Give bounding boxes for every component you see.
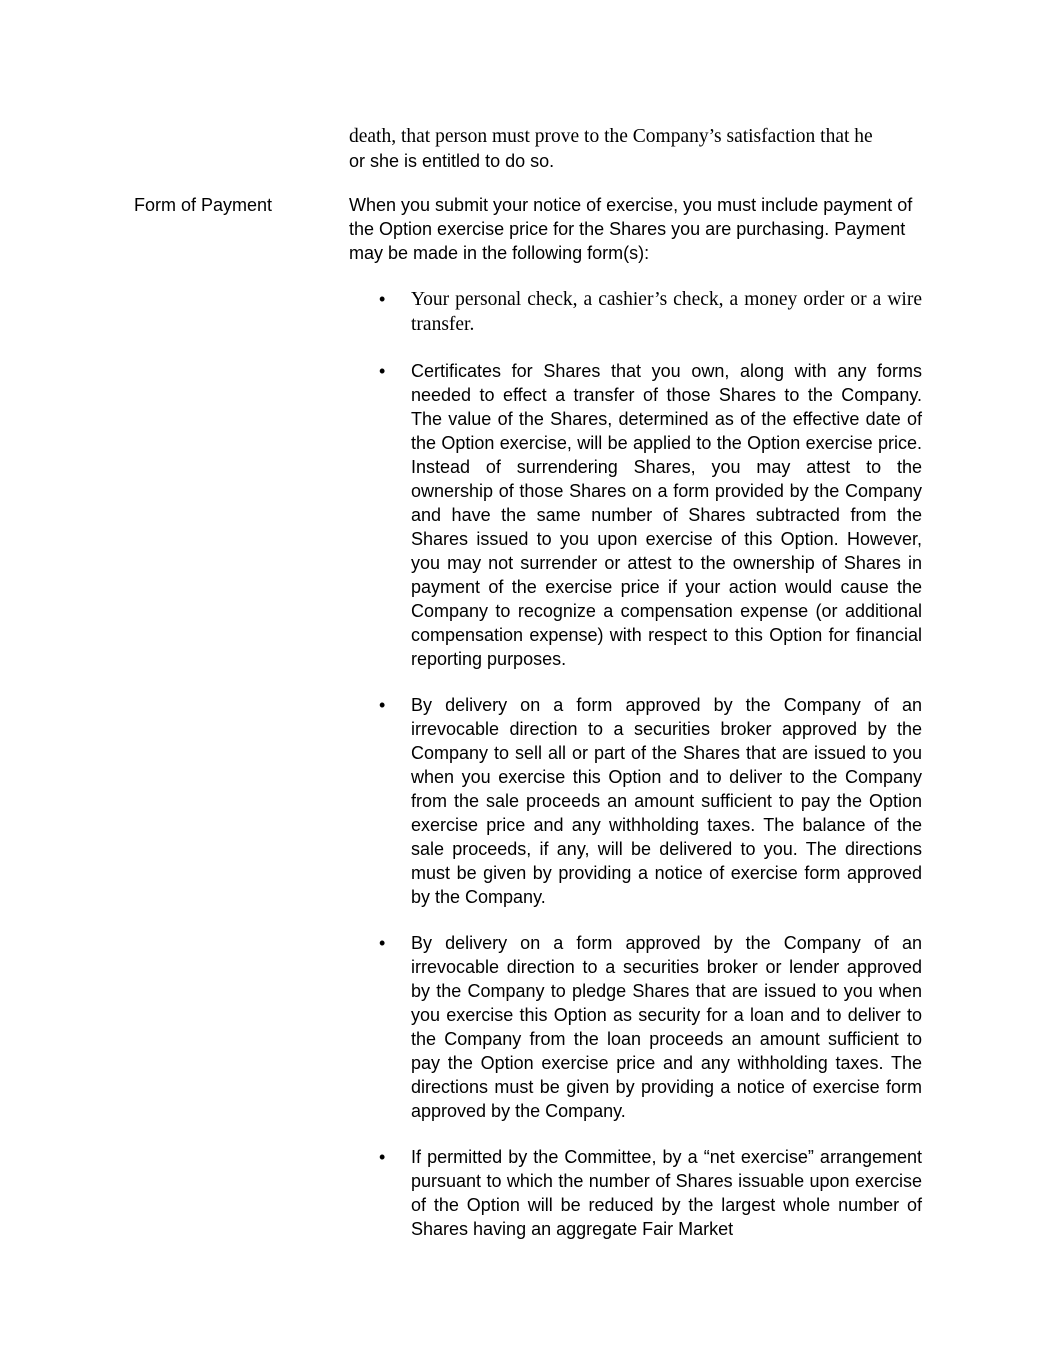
bullet-icon: •	[379, 289, 386, 309]
bullet-icon: •	[379, 695, 386, 715]
list-item	[349, 287, 922, 337]
list-item-text: By delivery on a form approved by the Company of an irrevocable direction to a securities broker approved by the Company to sell all or part of the Shares that are issued to you when you exercise this Option and to deliver to the Company from the sale proceeds an amount sufficient to pay the Option exercise price and any withholding taxes. The balance of the sale proceeds, if any, will be delivered to you. The directions must be given by providing a notice of exercise form approved by the Company.	[411, 695, 922, 907]
list-item	[349, 931, 922, 1123]
continuation-line-2: or she is entitled to do so.	[349, 151, 555, 171]
continuation-line-1: death, that person must prove to the Company’s satisfaction that he	[349, 126, 873, 147]
list-item	[349, 359, 922, 671]
continuation-paragraph	[349, 125, 924, 173]
list-item-text: If permitted by the Committee, by a “net exercise” arrangement pursuant to which the number of Shares issuable upon exercise of the Option will be reduced by the largest whole number of Shares having an aggregate Fair Market	[411, 1147, 922, 1239]
section-intro: When you submit your notice of exercise, you must include payment of the Option exercise price for the Shares you are purchasing. Payment may be made in the following form(s):	[349, 195, 913, 263]
list-item	[349, 693, 922, 909]
section-label: Form of Payment	[134, 195, 273, 215]
payment-options-list	[349, 287, 922, 1263]
list-item-text: By delivery on a form approved by the Company of an irrevocable direction to a securities broker or lender approved by the Company to pledge Shares that are issued to you when you exercise this Option as security for a loan and to deliver to the Company from the loan proceeds an amount sufficient to pay the Option exercise price and any withholding taxes. The directions must be given by providing a notice of exercise form approved by the Company.	[411, 933, 922, 1121]
bullet-icon: •	[379, 933, 386, 953]
list-item-text: Your personal check, a cashier’s check, a money order or a wire transfer.	[411, 289, 922, 335]
list-item	[349, 1145, 922, 1241]
bullet-icon: •	[379, 1147, 386, 1167]
list-item-text: Certificates for Shares that you own, along with any forms needed to effect a transfer of those Shares to the Company. The value of the Shares, determined as of the effective date of the Option exercise, will be applied to the Option exercise price. Instead of surrendering Shares, you may attest to the ownership of those Shares on a form provided by the Company and have the same number of Shares subtracted from the Shares issued to you upon exercise of this Option. However, you may not surrender or attest to the ownership of Shares in payment of the exercise price if your action would cause the Company to recognize a compensation expense (or additional compensation expense) with respect to this Option for financial reporting purposes.	[411, 361, 922, 669]
bullet-icon: •	[379, 361, 386, 381]
